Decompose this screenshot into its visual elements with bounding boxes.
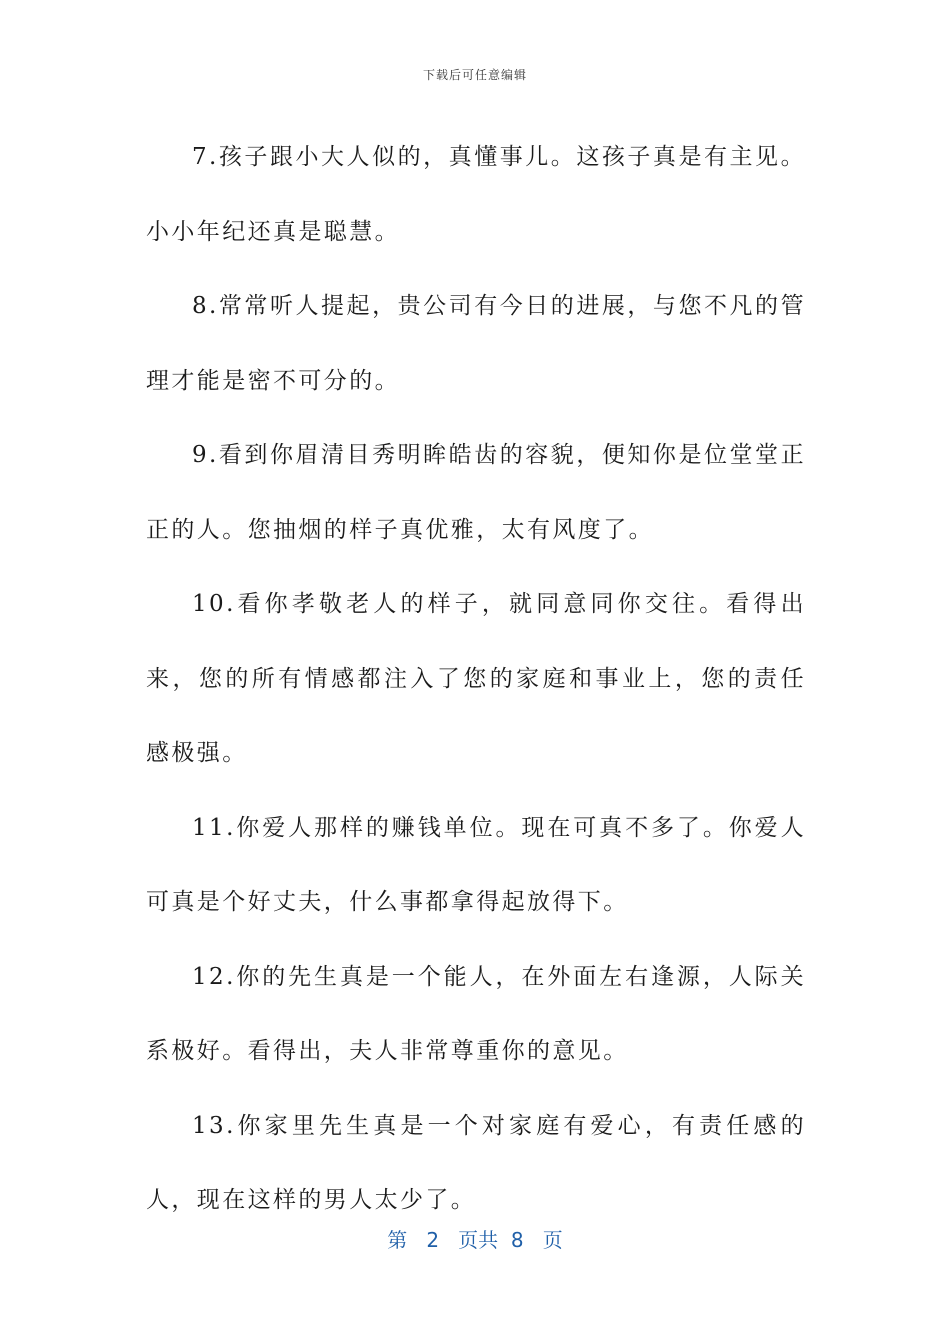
page-footer xyxy=(0,1224,950,1253)
paragraph-9: 9.看到你眉清目秀明眸皓齿的容貌，便知你是位堂堂正正的人。您抽烟的样子真优雅，太有风度了。 xyxy=(146,442,806,543)
footer-prefix: 第 xyxy=(387,1228,408,1252)
paragraph-12: 12.你的先生真是一个能人，在外面左右逢源，人际关系极好。看得出，夫人非常尊重你的意见。 xyxy=(146,963,806,1064)
footer-total-pages: 8 xyxy=(510,1228,524,1252)
paragraph-13: 13.你家里先生真是一个对家庭有爱心，有责任感的人，现在这样的男人太少了。 xyxy=(146,1112,806,1213)
footer-suffix: 页 xyxy=(542,1228,563,1252)
footer-page-number: 2 xyxy=(426,1228,440,1252)
footer-middle: 页共 xyxy=(458,1228,499,1252)
paragraph-7: 7.孩子跟小大人似的，真懂事儿。这孩子真是有主见。小小年纪还真是聪慧。 xyxy=(146,144,806,245)
paragraph-11: 11.你爱人那样的赚钱单位。现在可真不多了。你爱人可真是个好丈夫，什么事都拿得起放得下。 xyxy=(146,814,806,915)
paragraph-8: 8.常常听人提起，贵公司有今日的进展，与您不凡的管理才能是密不可分的。 xyxy=(146,293,806,394)
document-body xyxy=(146,120,806,1238)
paragraph-10: 10.看你孝敬老人的样子，就同意同你交往。看得出来，您的所有情感都注入了您的家庭和事业上，您的责任感极强。 xyxy=(146,591,806,766)
header-note: 下载后可任意编辑 xyxy=(422,68,527,82)
